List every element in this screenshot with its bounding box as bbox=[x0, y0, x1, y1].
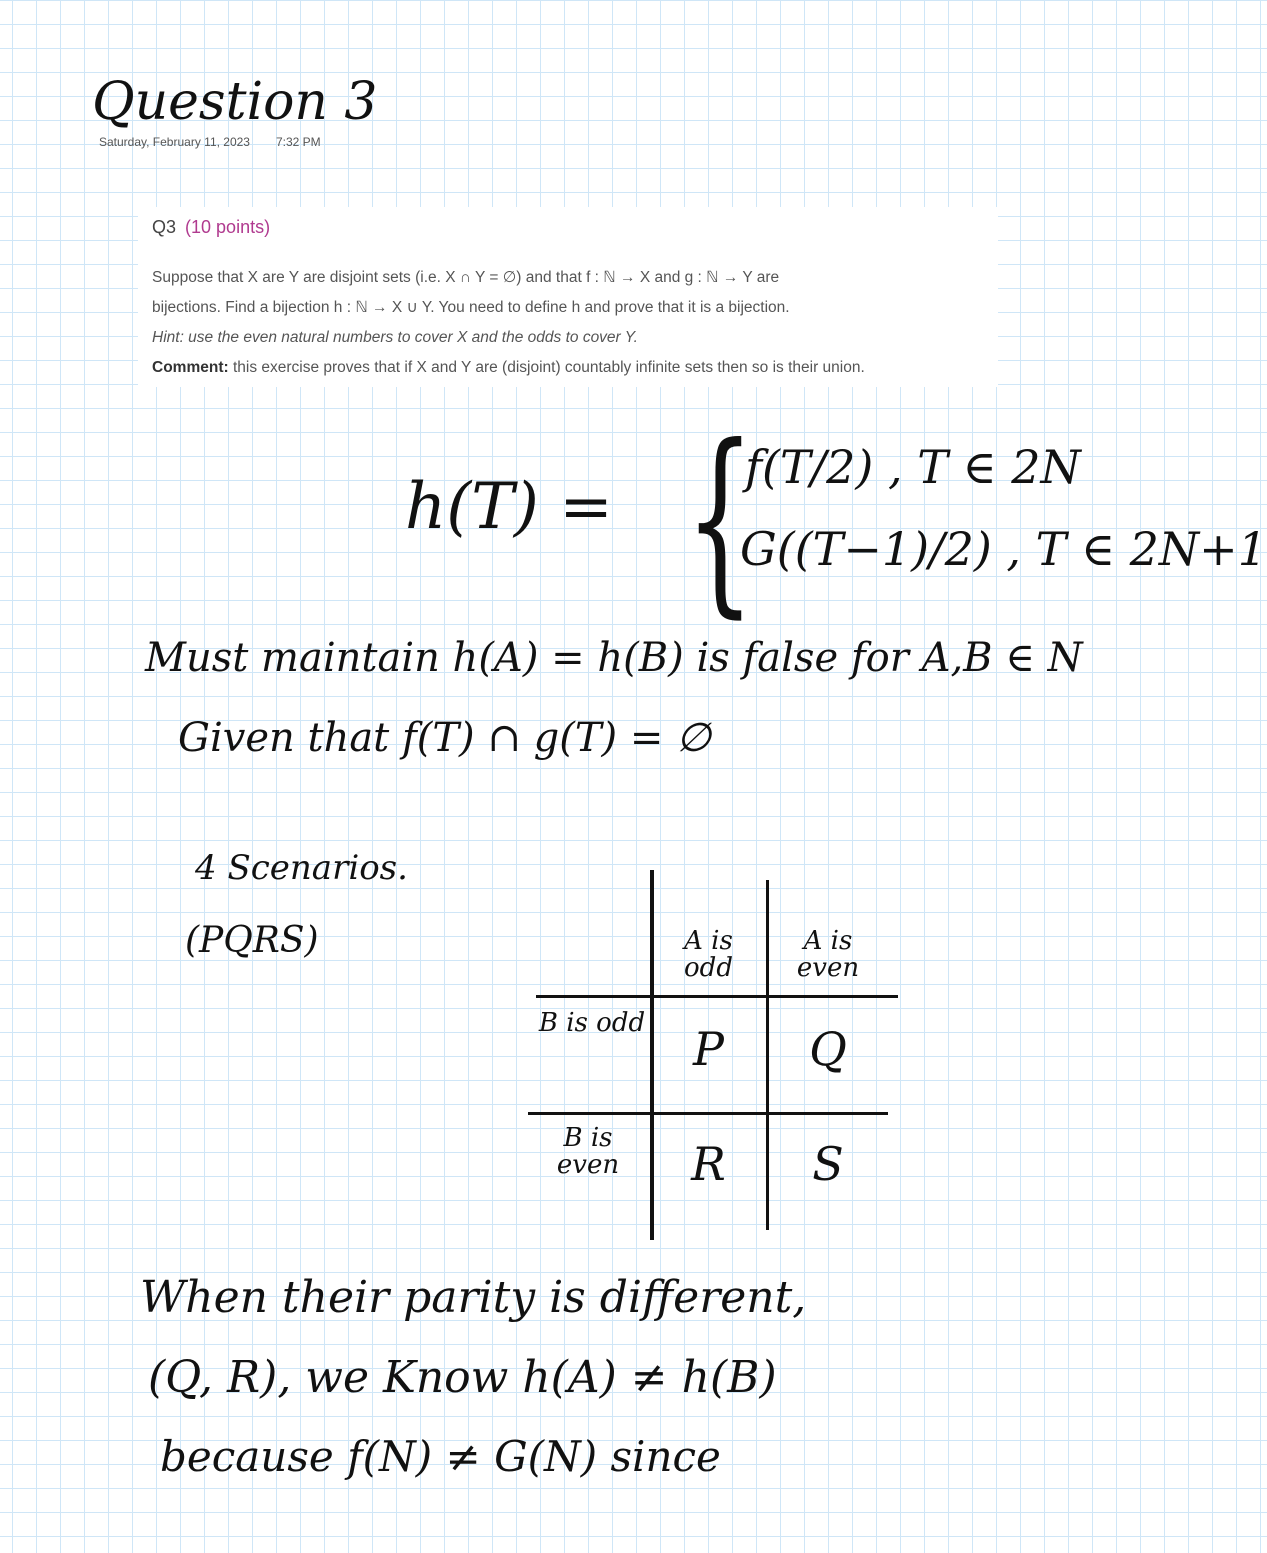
parity-line-2: (Q, R), we Know h(A) ≠ h(B) bbox=[148, 1352, 777, 1403]
question-text-line-1: Suppose that X are Y are disjoint sets (i.e. X ∩ Y = ∅) and that f : ℕ → X and g : ℕ → Y are bbox=[152, 269, 780, 286]
table-vline-1 bbox=[650, 870, 654, 1240]
question-label: Q3 bbox=[152, 217, 177, 237]
question-body bbox=[152, 263, 952, 383]
table-hline-2 bbox=[528, 1112, 888, 1115]
table-vline-2 bbox=[766, 880, 769, 1230]
scenarios-list: (PQRS) bbox=[185, 920, 319, 961]
question-card bbox=[138, 207, 998, 387]
header-a-odd: A is odd bbox=[684, 926, 733, 984]
piecewise-brace: { bbox=[685, 403, 755, 636]
parity-table bbox=[528, 870, 898, 1240]
cell-p: P bbox=[693, 1022, 724, 1076]
injectivity-statement: Must maintain h(A) = h(B) is false for A,B ∈ N bbox=[145, 635, 1083, 681]
parity-line-3: because f(N) ≠ G(N) since bbox=[160, 1432, 721, 1481]
definition-case-even: f(T/2) , T ∈ 2N bbox=[745, 440, 1081, 494]
row-b-odd: B is odd bbox=[538, 1008, 646, 1038]
table-hline-1 bbox=[536, 995, 898, 998]
definition-lhs: h(T) = bbox=[405, 470, 613, 544]
question-header bbox=[152, 217, 270, 238]
row-b-even: B is even bbox=[556, 1123, 620, 1181]
comment-label: Comment: bbox=[152, 359, 229, 376]
note-title: Question 3 bbox=[92, 72, 378, 132]
parity-line-1: When their parity is different, bbox=[140, 1272, 807, 1323]
scenarios-label: 4 Scenarios. bbox=[195, 848, 408, 888]
cell-s: S bbox=[812, 1137, 844, 1191]
question-hint: Hint: use the even natural numbers to cover X and the odds to cover Y. bbox=[152, 329, 638, 346]
note-date: Saturday, February 11, 2023 bbox=[99, 135, 250, 149]
header-a-even: A is even bbox=[796, 926, 860, 984]
disjoint-statement: Given that f(T) ∩ g(T) = ∅ bbox=[178, 715, 711, 761]
question-text-line-2: bijections. Find a bijection h : ℕ → X ∪ Y. You need to define h and prove that it is a bijection. bbox=[152, 299, 790, 316]
comment-text: this exercise proves that if X and Y are (disjoint) countably infinite sets then so is their union. bbox=[232, 359, 865, 376]
note-time: 7:32 PM bbox=[275, 135, 321, 149]
definition-case-odd: G((T−1)/2) , T ∈ 2N+1 bbox=[740, 522, 1267, 576]
cell-q: Q bbox=[809, 1022, 847, 1076]
cell-r: R bbox=[691, 1137, 726, 1191]
note-timestamp bbox=[99, 135, 321, 149]
question-points: (10 points) bbox=[185, 217, 271, 237]
question-comment bbox=[152, 353, 952, 383]
